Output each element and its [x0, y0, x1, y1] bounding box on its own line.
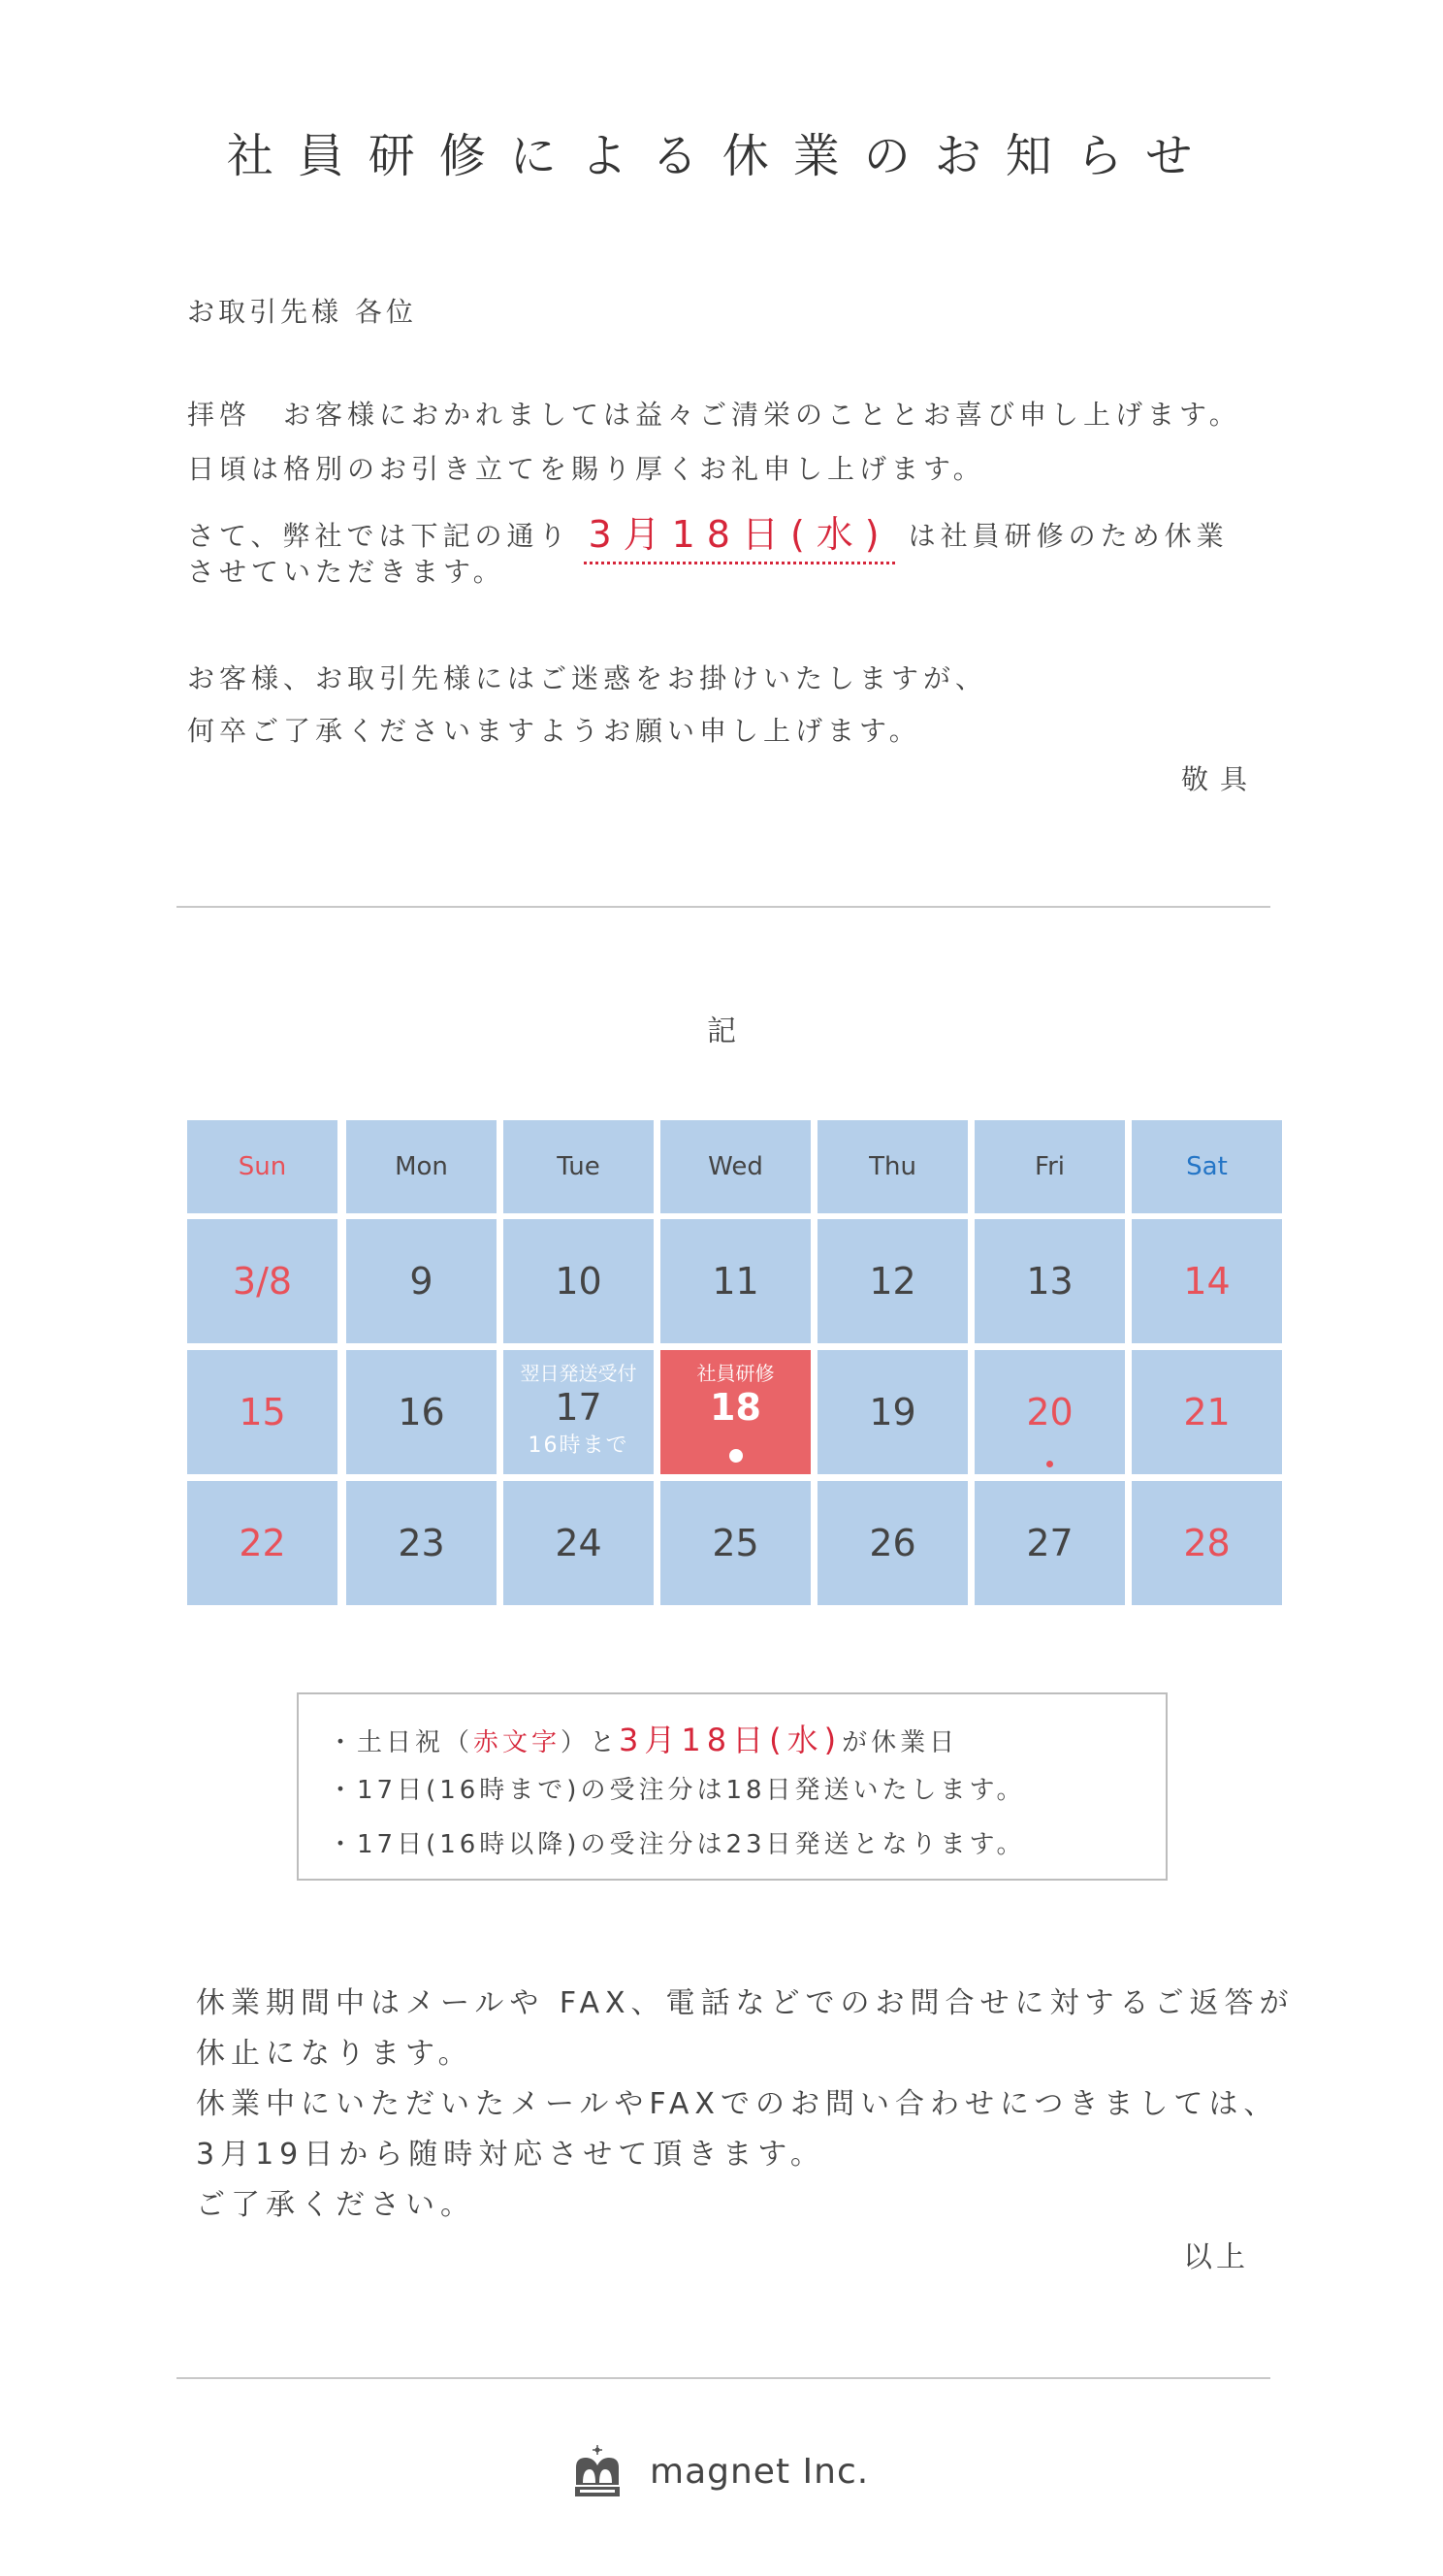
day-number: 9 [409, 1260, 433, 1303]
closing-keigu: 敬具 [1180, 763, 1259, 795]
day-number: 15 [239, 1391, 286, 1433]
closure-date: 3月18日(水) [584, 513, 894, 564]
day-number: 25 [712, 1522, 759, 1564]
calendar-day [975, 1219, 1125, 1343]
notes-box [297, 1692, 1168, 1881]
note-text: が休業日 [842, 1728, 959, 1757]
calendar-day [346, 1350, 497, 1474]
day-number: 21 [1183, 1391, 1231, 1433]
day-number: 16 [398, 1391, 445, 1433]
calendar-day [187, 1350, 337, 1474]
divider [176, 2377, 1270, 2379]
letter-line: 何卒ご了承くださいますようお願い申し上げます。 [187, 715, 921, 747]
letter-line: させていただきます。 [187, 556, 505, 588]
cutoff-time-label: 16時まで [528, 1433, 629, 1458]
day-number: 3/8 [232, 1260, 293, 1303]
calendar-day [503, 1481, 654, 1605]
note-line: ・17日(16時以降)の受注分は23日発送となります。 [328, 1830, 1026, 1859]
weekday-header: Mon [346, 1120, 497, 1213]
company-name: magnet Inc. [650, 2452, 870, 2492]
calendar-day [346, 1481, 497, 1605]
day-number: 10 [555, 1260, 602, 1303]
calendar-day [975, 1350, 1125, 1474]
calendar-day [660, 1481, 811, 1605]
note-red-text: 赤文字 [473, 1728, 561, 1757]
day-number: 19 [869, 1391, 916, 1433]
letter-line: お客様、お取引先様にはご迷惑をお掛けいたしますが、 [187, 662, 988, 694]
calendar-day [818, 1219, 968, 1343]
divider [176, 906, 1270, 908]
day-number: 26 [869, 1522, 916, 1564]
closing-ijou: 以上 [1183, 2240, 1249, 2274]
calendar-day [1132, 1219, 1282, 1343]
letter-line: 日頃は格別のお引き立てを賜り厚くお礼申し上げます。 [187, 453, 985, 485]
weekday-header: Wed [660, 1120, 811, 1213]
day-number: 20 [1026, 1391, 1074, 1433]
day-number: 13 [1026, 1260, 1074, 1303]
marker-dot-icon [1046, 1461, 1053, 1467]
body-line: 休止になります。 [196, 2037, 473, 2071]
weekday-header: Sat [1132, 1120, 1282, 1213]
calendar-day [503, 1350, 654, 1474]
ki-heading: 記 [707, 1014, 736, 1048]
calendar-day [1132, 1481, 1282, 1605]
day-number: 17 [555, 1386, 602, 1429]
calendar-day [346, 1219, 497, 1343]
training-label: 社員研修 [696, 1362, 775, 1385]
body-line: 休業期間中はメールや FAX、電話などでのお問合せに対するご返答が [196, 1986, 1295, 2020]
day-number: 12 [869, 1260, 916, 1303]
addressee: お取引先様 各位 [187, 296, 417, 328]
letter-line: 拝啓 お客様におかれましては益々ご清栄のこととお喜び申し上げます。 [187, 399, 1241, 431]
calendar-day [660, 1350, 811, 1474]
day-number: 28 [1183, 1522, 1231, 1564]
weekday-header: Fri [975, 1120, 1125, 1213]
weekday-header: Tue [503, 1120, 654, 1213]
body-line: 3月19日から随時対応させて頂きます。 [196, 2138, 825, 2172]
weekday-header: Sun [187, 1120, 337, 1213]
day-number: 24 [555, 1522, 602, 1564]
day-number: 14 [1183, 1260, 1231, 1303]
day-number: 23 [398, 1522, 445, 1564]
calendar-day [818, 1350, 968, 1474]
day-number: 18 [710, 1386, 761, 1429]
note-closure-date: 3月18日(水) [619, 1722, 843, 1758]
day-number: 27 [1026, 1522, 1074, 1564]
note-text: ・土日祝（ [328, 1728, 474, 1757]
calendar-day [975, 1481, 1125, 1605]
calendar-day [818, 1481, 968, 1605]
calendar-day [660, 1219, 811, 1343]
day-number: 11 [712, 1260, 759, 1303]
letter-line [187, 502, 1229, 556]
calendar-day [503, 1219, 654, 1343]
next-day-shipping-label: 翌日発送受付 [520, 1362, 637, 1385]
letter-text: さて、弊社では下記の通り [187, 520, 571, 552]
note-text: ）と [561, 1728, 620, 1757]
page-title: 社員研修による休業のお知らせ [226, 129, 1217, 183]
letter-text: は社員研修のため休業 [908, 520, 1229, 552]
calendar-day [1132, 1350, 1282, 1474]
calendar-day [187, 1481, 337, 1605]
note-line [328, 1716, 958, 1760]
body-line: 休業中にいただいたメールやFAXでのお問い合わせにつきましては、 [196, 2087, 1279, 2121]
calendar-day [187, 1219, 337, 1343]
crown-logo-icon [572, 2444, 623, 2498]
body-line: ご了承ください。 [196, 2188, 475, 2222]
note-line: ・17日(16時まで)の受注分は18日発送いたします。 [328, 1776, 1026, 1805]
day-number: 22 [239, 1522, 286, 1564]
marker-dot-icon [729, 1449, 743, 1463]
weekday-header: Thu [818, 1120, 968, 1213]
